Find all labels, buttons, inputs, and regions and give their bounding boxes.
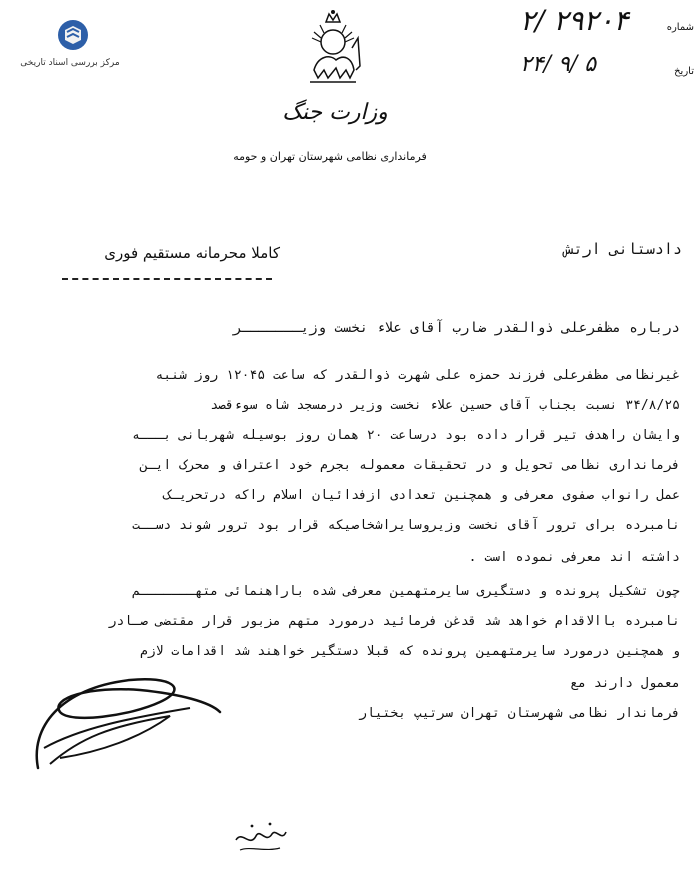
body-line: نامبرده باالاقدام خواهد شد قدغن فرمائید درمورد متهم مزبور قرار مقتضی صـادر <box>108 614 680 629</box>
body-line: عمل رانواب صفوی معرفی و همچنین تعدادی ازفدائیان اسلام راکه درتحریـک <box>163 488 680 503</box>
body-line: وایشان راهدف تیر قرار داده بود درساعت ۲۰ همان روز بوسیله شهربانی بـــه <box>132 428 680 443</box>
body-line: و همچنین درمورد سایرمتهمین پرونده که قبلا دستگیر خواهند شد اقدامات لازم <box>139 644 680 659</box>
reference-date-label: تاریخ <box>674 66 694 77</box>
signer-line: فرماندار نظامی شهرستان تهران سرتیپ بختیار <box>359 706 680 721</box>
archive-emblem-icon <box>56 18 90 52</box>
ministry-title: وزارت جنگ <box>282 100 388 125</box>
subject-line: درباره مظفرعلی ذوالقدر ضارب آقای علاء نخست وزیـــــــر <box>233 320 680 336</box>
classification-marking: کاملا محرمانه مستقیم فوری <box>104 244 280 262</box>
classification-underline <box>62 278 272 280</box>
body-line: معمول دارند مع <box>570 676 680 691</box>
addressee: دادستانی ارتش <box>564 240 682 258</box>
body-line: ۳۴/۸/۲۵ نسبت بجناب آقای حسین علاء نخست وزیر درمسجد شاه سوءقصد <box>210 398 680 413</box>
archive-watermark-logo <box>8 18 128 78</box>
body-line: نامبرده برای ترور آقای نخست وزیروسایراشخاصیکه قرار بود ترور شوند دســت <box>132 518 680 533</box>
reference-number: ۲/ ۲۹۲۰۴ <box>520 4 629 37</box>
archive-watermark-text: مرکز بررسی اسناد تاریخی <box>20 58 120 68</box>
handwritten-signature <box>20 668 230 778</box>
reference-date: ۲۴/ ۹/ ۵ <box>520 52 597 77</box>
issuing-command: فرمانداری نظامی شهرستان تهران و حومه <box>233 150 427 163</box>
lion-and-sun-emblem-icon <box>300 8 366 86</box>
body-line: چون تشکیل پرونده و دستگیری سایرمتهمین معرفی شده باراهنمائی متهـــــــم <box>132 584 680 599</box>
reference-number-label: شماره <box>666 22 694 33</box>
handwritten-initials <box>230 820 290 860</box>
body-line: غیرنظامی مظفرعلی فرزند حمزه علی شهرت ذوالقدر که ساعت ۱۲۰۴۵ روز شنبه <box>155 368 680 383</box>
body-line: فرمانداری نظامی تحویل و در تحقیقات معموله بجرم خود اعتراف و محرک ایـن <box>139 458 680 473</box>
body-line: داشته اند معرفی نموده است . <box>468 550 680 565</box>
